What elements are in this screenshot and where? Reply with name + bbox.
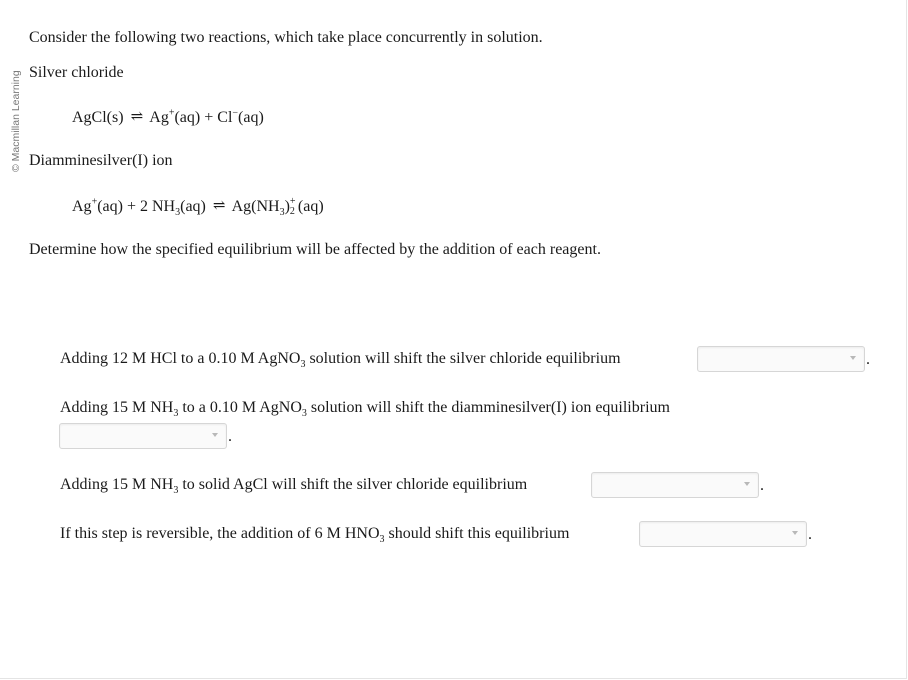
question-2-period: . — [228, 428, 232, 445]
question-3-period: . — [760, 477, 764, 494]
question-1-dropdown[interactable] — [697, 346, 865, 372]
reaction1-plus: + — [204, 109, 214, 126]
question-4-period: . — [808, 526, 812, 543]
reaction1-heading: Silver chloride — [29, 64, 124, 81]
chevron-down-icon — [850, 356, 856, 360]
equilibrium-arrow-icon: ⇌ — [130, 109, 144, 125]
reaction1-reactant: AgCl(s) — [72, 109, 124, 126]
question-1-period: . — [866, 351, 870, 368]
reaction2-reactant-ammonia: 2 $NH_3(aq)$ — [140, 198, 206, 219]
reaction1-equation — [72, 108, 264, 128]
reaction2-product: $Ag(NH_3)$ + 2 (aq) — [231, 196, 324, 219]
question-4-text: If this step is reversible, the addition of 6 M $HNO_3$ should shift this equilibrium — [60, 525, 570, 546]
question-1-text: Adding 12 M HCl to a 0.10 M AgNO$_3$ solution will shift the silver chloride equilibrium — [60, 350, 621, 371]
chevron-down-icon — [792, 531, 798, 535]
instruction-text: Determine how the specified equilibrium will be affected by the addition of each reagent. — [29, 241, 601, 258]
equilibrium-arrow-icon: ⇌ — [212, 198, 226, 214]
reaction1-product-chloride: Cl−(aq) — [217, 107, 264, 126]
question-2-text: Adding 15 M $NH_3$ to a 0.10 M AgNO$_3$ solution will shift the diamminesilver(I) ion equilibrium — [60, 399, 670, 420]
question-4-dropdown[interactable] — [639, 521, 807, 547]
reaction1-product-silver: Ag+(aq) — [149, 107, 201, 126]
copyright-watermark: © Macmillan Learning — [10, 70, 22, 172]
intro-text: Consider the following two reactions, which take place concurrently in solution. — [29, 29, 543, 46]
question-2-dropdown[interactable] — [59, 423, 227, 449]
reaction2-heading: Diamminesilver(I) ion — [29, 152, 173, 169]
chevron-down-icon — [744, 482, 750, 486]
chevron-down-icon — [212, 433, 218, 437]
reaction2-reactant-silver: Ag+(aq) — [72, 196, 123, 215]
reaction2-equation — [72, 197, 324, 217]
question-3-text: Adding 15 M $NH_3$ to solid AgCl will shift the silver chloride equilibrium — [60, 476, 528, 497]
question-3-dropdown[interactable] — [591, 472, 759, 498]
reaction2-plus: + — [126, 198, 136, 215]
